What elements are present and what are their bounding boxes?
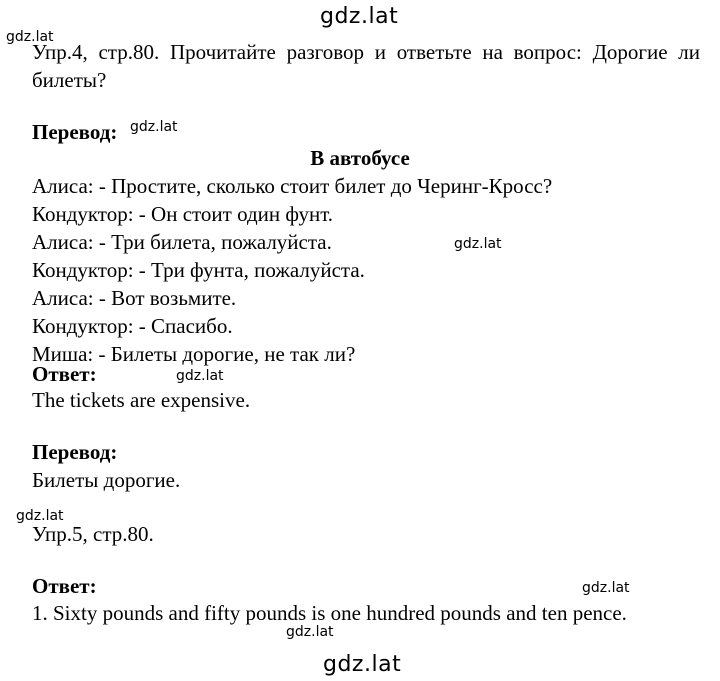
answer-item-1: 1. Sixty pounds and fifty pounds is one hundred pounds and ten pence. <box>32 601 627 625</box>
watermark-bottom-small: gdz.lat <box>286 624 334 640</box>
exercise-4-heading-cont: билеты? <box>32 68 107 92</box>
watermark-otvet-right: gdz.lat <box>582 580 630 596</box>
answer-text: The tickets are expensive. <box>32 388 251 412</box>
translation-label-2: Перевод: <box>32 440 118 464</box>
watermark-mid-right: gdz.lat <box>454 236 502 252</box>
watermark-otvet: gdz.lat <box>176 368 224 384</box>
exercise-4-heading: Упр.4, стр.80. Прочитайте разговор и ответьте на вопрос: Дорогие ли <box>32 40 700 64</box>
dialogue-line: Алиса: - Вот возьмите. <box>32 286 237 310</box>
answer-label-2: Ответ: <box>32 574 97 598</box>
dialogue-line: Алиса: - Три билета, пожалуйста. <box>32 230 332 254</box>
dialogue-line: Миша: - Билеты дорогие, не так ли? <box>32 342 356 366</box>
dialogue-line: Кондуктор: - Он стоит один фунт. <box>32 202 334 226</box>
watermark-top: gdz.lat <box>320 4 399 29</box>
answer-label: Ответ: <box>32 362 97 386</box>
exercise-5-heading: Упр.5, стр.80. <box>32 522 154 546</box>
watermark-left-upr5: gdz.lat <box>16 508 64 524</box>
watermark-perevod: gdz.lat <box>130 119 178 135</box>
translation-text: Билеты дорогие. <box>32 468 181 492</box>
watermark-bottom-big: gdz.lat <box>323 652 402 677</box>
dialogue-line: Кондуктор: - Спасибо. <box>32 314 233 338</box>
dialogue-line: Алиса: - Простите, сколько стоит билет до Черинг-Кросс? <box>32 174 553 198</box>
dialogue-line: Кондуктор: - Три фунта, пожалуйста. <box>32 258 365 282</box>
watermark-left-top: gdz.lat <box>6 29 54 45</box>
dialogue-title: В автобусе <box>310 146 410 170</box>
translation-label: Перевод: <box>32 120 118 144</box>
